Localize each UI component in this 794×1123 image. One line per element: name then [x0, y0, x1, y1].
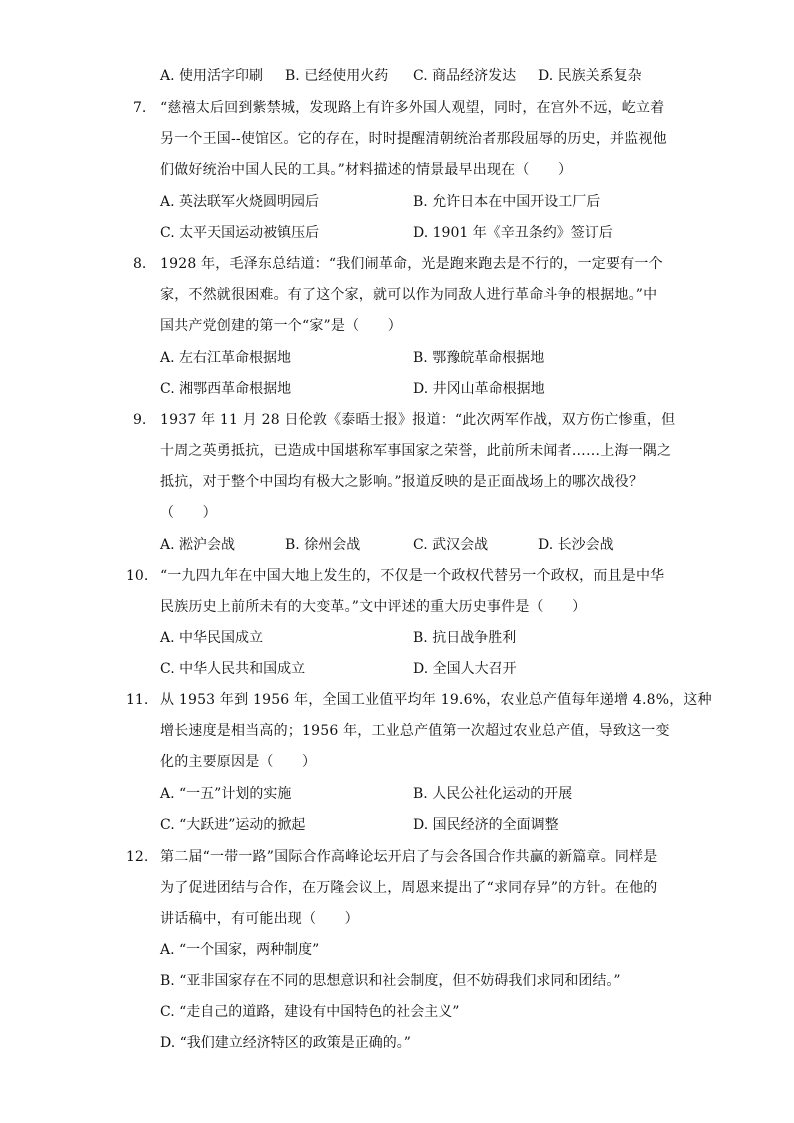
- question-stem-line: 国共产党创建的第一个“家”是（ ）: [160, 318, 402, 334]
- question-stem-line: 从 1953 年到 1956 年，全国工业值平均年 19.6%，农业总产值每年递增 4.8%，这种: [160, 692, 712, 708]
- question-stem-line: 讲话稿中，有可能出现（ ）: [160, 911, 359, 927]
- option-d: D. 国民经济的全面调整: [413, 817, 559, 833]
- question-number: 9.: [133, 412, 147, 428]
- question-number: 7.: [133, 100, 147, 116]
- option-c: C. 商品经济发达: [413, 68, 517, 84]
- option-d: D. “我们建立经济特区的政策是正确的。”: [160, 1035, 411, 1051]
- option-d: D. 民族关系复杂: [538, 68, 642, 84]
- question-stem-line: 增长速度是相当高的；1956 年，工业总产值第一次超过农业总产值，导致这一变: [160, 723, 670, 739]
- option-a: A. “一五”计划的实施: [160, 786, 292, 802]
- option-b: B. 抗日战争胜利: [413, 630, 517, 646]
- option-a: A. 英法联军火烧圆明园后: [160, 194, 320, 210]
- option-d: D. 长沙会战: [538, 537, 614, 553]
- question-stem-line: “一九四九年在中国大地上发生的，不仅是一个政权代替另一个政权，而且是中华: [160, 568, 665, 584]
- option-a: A. 左右江革命根据地: [160, 350, 292, 366]
- option-c: C. “走自己的道路，建设有中国特色的社会主义”: [160, 1004, 460, 1020]
- option-c: C. “大跃进”运动的掀起: [160, 817, 306, 833]
- option-b: B. 已经使用火药: [285, 68, 389, 84]
- question-stem-line: “慈禧太后回到紫禁城，发现路上有许多外国人观望，同时，在宫外不远，屹立着: [160, 100, 665, 116]
- option-c: C. 太平天国运动被镇压后: [160, 225, 320, 241]
- option-b: B. 人民公社化运动的开展: [413, 786, 573, 802]
- option-b: B. 徐州会战: [285, 537, 361, 553]
- option-c: C. 中华人民共和国成立: [160, 661, 306, 677]
- option-b: B. 鄂豫皖革命根据地: [413, 350, 545, 366]
- answer-blank: （ ）: [160, 505, 217, 521]
- option-a: A. 中华民国成立: [160, 630, 264, 646]
- question-number: 12.: [126, 849, 149, 865]
- question-number: 11.: [126, 692, 149, 708]
- option-a: A. 淞沪会战: [160, 537, 236, 553]
- question-number: 8.: [133, 256, 147, 272]
- option-b: B. 允许日本在中国开设工厂后: [413, 194, 601, 210]
- option-d: D. 1901 年《辛丑条约》签订后: [413, 225, 613, 241]
- question-stem-line: 家，不然就很困难。有了这个家，就可以作为同敌人进行革命斗争的根据地。”中: [160, 287, 658, 303]
- question-stem-line: 抵抗，对于整个中国均有极大之影响。”报道反映的是正面战场上的哪次战役？: [160, 474, 644, 490]
- question-stem-line: 1937 年 11 月 28 日伦敦《泰晤士报》报道：“此次两军作战，双方伤亡惨重，但: [160, 412, 676, 428]
- question-number: 10.: [126, 568, 149, 584]
- question-stem-line: 第二届“一带一路”国际合作高峰论坛开启了与会各国合作共赢的新篇章。同样是: [160, 849, 658, 865]
- option-a: A. 使用活字印刷: [160, 68, 264, 84]
- option-d: D. 全国人大召开: [413, 661, 517, 677]
- option-c: C. 武汉会战: [413, 537, 489, 553]
- question-stem-line: 化的主要原因是（ ）: [160, 754, 317, 770]
- option-b: B. “亚非国家存在不同的思想意识和社会制度，但不妨碍我们求同和团结。”: [160, 973, 621, 989]
- question-stem-line: 民族历史上前所未有的大变革。”文中评述的重大历史事件是（ ）: [160, 599, 587, 615]
- question-stem-line: 们做好统治中国人民的工具。”材料描述的情景最早出现在（ ）: [160, 162, 573, 178]
- option-c: C. 湘鄂西革命根据地: [160, 381, 292, 397]
- question-stem-line: 另一个王国--使馆区。它的存在，时时提醒清朝统治者那段屈辱的历史，并监视他: [160, 131, 667, 147]
- question-stem-line: 十周之英勇抵抗，已造成中国堪称军事国家之荣誉，此前所未闻者……上海一隅之: [160, 443, 672, 459]
- question-stem-line: 1928 年，毛泽东总结道：“我们闹革命，光是跑来跑去是不行的，一定要有一个: [160, 256, 663, 272]
- option-d: D. 井冈山革命根据地: [413, 381, 545, 397]
- option-a: A. “一个国家，两种制度”: [160, 942, 320, 958]
- question-stem-line: 为了促进团结与合作，在万隆会议上，周恩来提出了“求同存异”的方针。在他的: [160, 880, 658, 896]
